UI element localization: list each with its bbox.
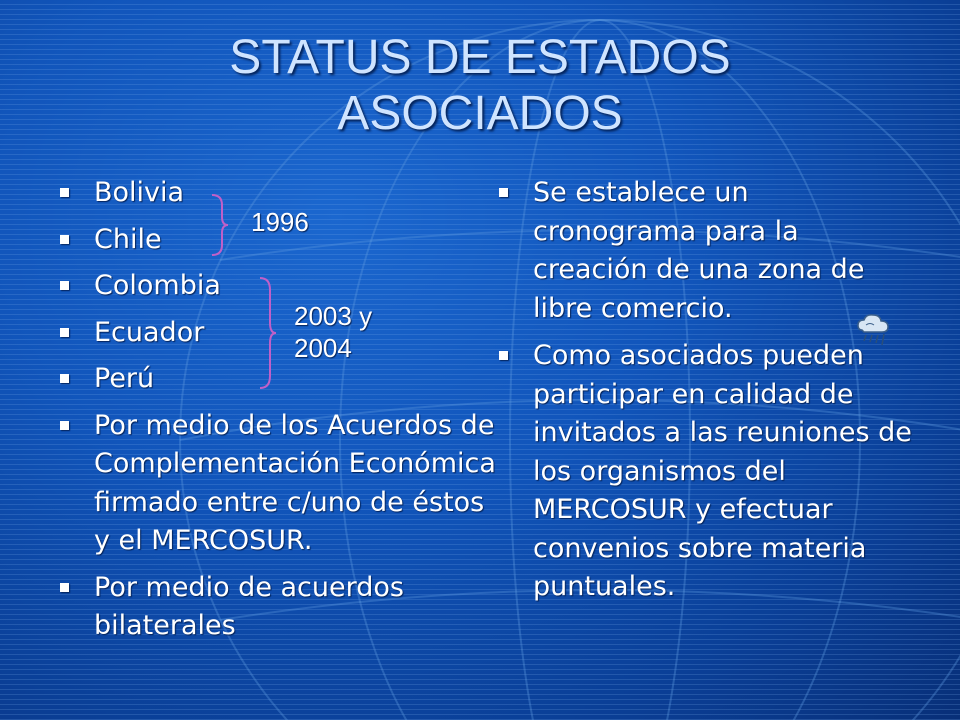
- curly-brace-icon: [258, 276, 278, 390]
- list-item-text: Por medio de los Acuerdos de Complementación Económica firmado entre c/uno de éstos y el MERCOSUR.: [94, 409, 496, 556]
- annotation-1996: 1996: [251, 207, 309, 237]
- cloud-rain-icon: [856, 312, 892, 350]
- list-item-text: Por medio de acuerdos bilaterales: [94, 571, 404, 641]
- list-item-text: Bolivia: [94, 177, 185, 208]
- square-bullet-icon: [60, 188, 69, 197]
- list-item-text: Como asociados pueden participar en calidad de invitados a las reuniones de los organismos del MERCOSUR y efectuar convenios sobre materia puntuales.: [533, 340, 912, 602]
- square-bullet-icon: [60, 328, 69, 337]
- title-line-2: ASOCIADOS: [337, 87, 623, 140]
- list-item-acuerdos: [58, 407, 498, 561]
- square-bullet-icon: [499, 351, 508, 360]
- list-item-bilaterales: [58, 569, 498, 646]
- square-bullet-icon: [60, 583, 69, 592]
- list-item-text: Ecuador: [94, 316, 205, 348]
- square-bullet-icon: [60, 235, 69, 244]
- list-item-text: Perú: [94, 363, 155, 394]
- list-item-cronograma: [497, 174, 917, 328]
- list-item-text: Chile: [94, 223, 162, 255]
- list-item-text: Se establece un cronograma para la creación de una zona de libre comercio.: [533, 177, 865, 324]
- list-item-ecuador: [58, 314, 498, 353]
- list-item-text: Colombia: [94, 270, 221, 301]
- annotation-2003-2004: 2003 y 2004: [294, 301, 373, 363]
- left-column: [58, 174, 498, 654]
- square-bullet-icon: [60, 281, 69, 290]
- list-item-peru: [58, 360, 498, 399]
- square-bullet-icon: [60, 374, 69, 383]
- square-bullet-icon: [499, 188, 508, 197]
- curly-brace-icon: [210, 193, 230, 257]
- list-item-colombia: [58, 267, 498, 306]
- right-column: [497, 174, 917, 616]
- title-line-1: STATUS DE ESTADOS: [229, 31, 731, 84]
- list-item-asociados: [497, 337, 917, 607]
- square-bullet-icon: [60, 421, 69, 430]
- slide-title: [80, 30, 880, 142]
